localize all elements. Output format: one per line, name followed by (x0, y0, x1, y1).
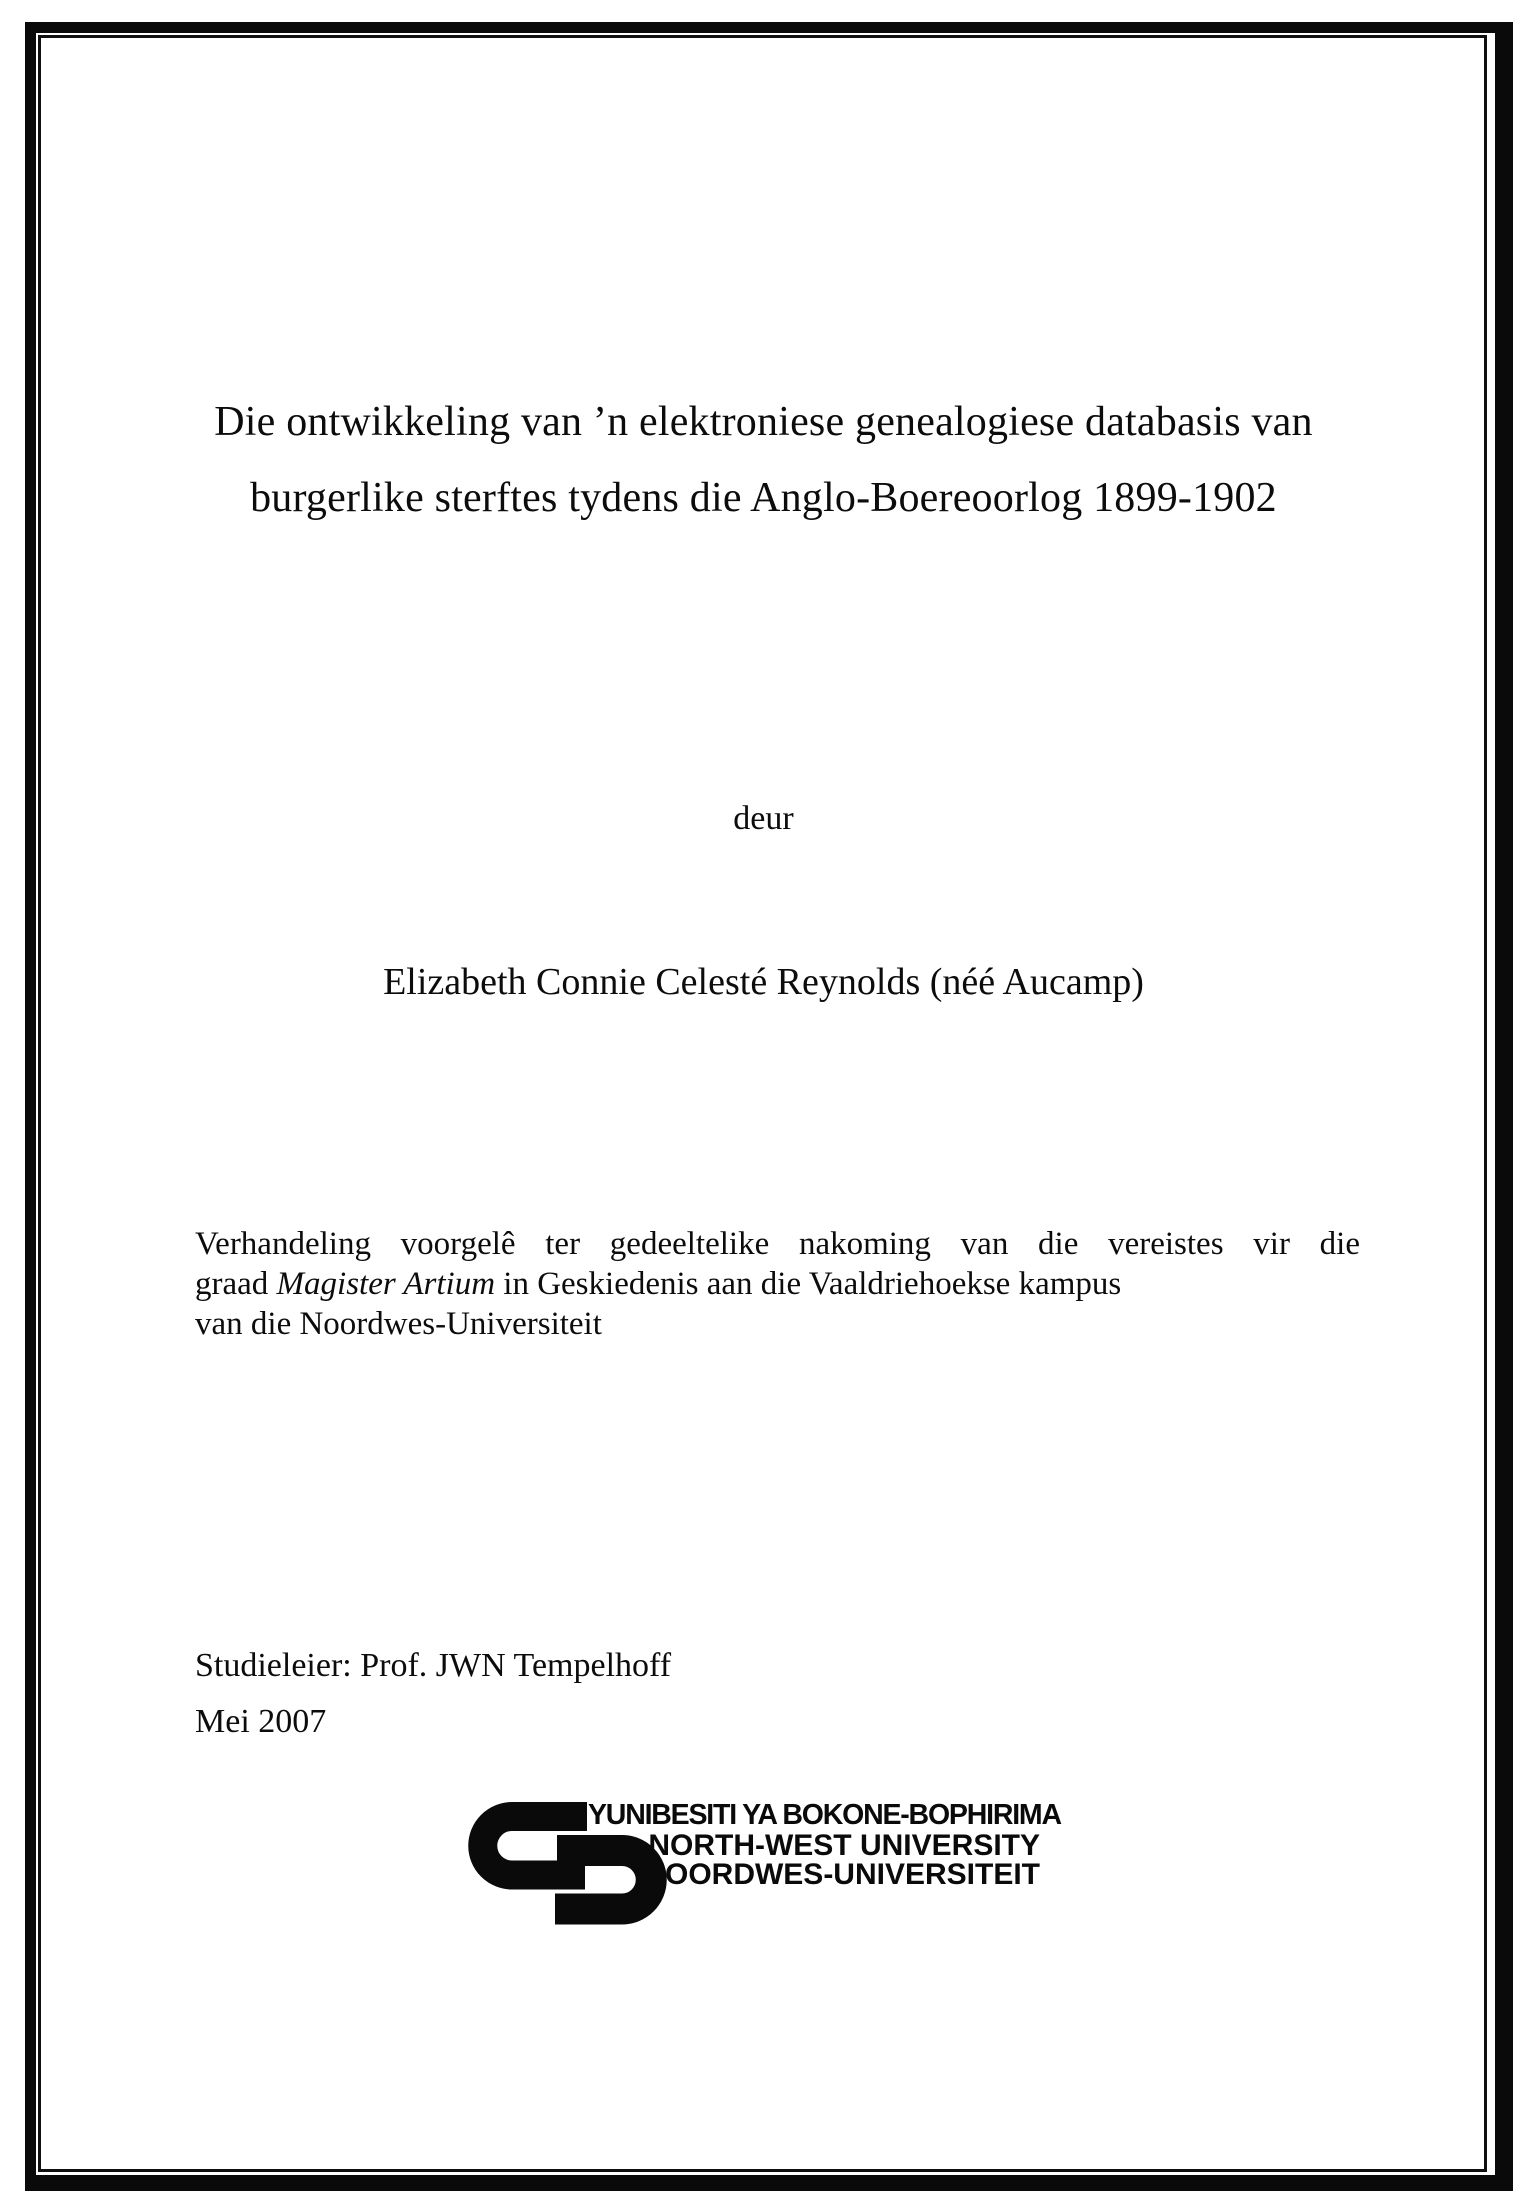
degree-statement-line2-pre: graad (195, 1266, 277, 1302)
degree-statement-line2 (195, 1264, 1360, 1304)
degree-statement-line2-post: in Geskiedenis aan die Vaaldriehoekse kampus (495, 1266, 1122, 1302)
degree-statement-line3: van die Noordwes-Universiteit (195, 1306, 602, 1342)
thesis-title-line1: Die ontwikkeling van ’n elektroniese genealogiese databasis van (214, 399, 1313, 445)
north-west-university-logo (467, 1799, 1067, 1949)
thesis-title-line2: burgerlike sterftes tydens die Anglo-Boereoorlog 1899-1902 (250, 475, 1277, 521)
supervisor-block (195, 1646, 671, 1742)
nwu-wordmark (588, 1799, 1061, 1891)
author-name: Elizabeth Connie Celesté Reynolds (néé Aucamp) (383, 961, 1144, 1003)
nwu-wordmark-afrikaans: NOORDWES-UNIVERSITEIT (643, 1858, 1040, 1891)
date-line: Mei 2007 (195, 1703, 327, 1740)
thesis-title (0, 398, 1527, 522)
supervisor-line: Studieleier: Prof. JWN Tempelhoff (195, 1647, 672, 1684)
nwu-wordmark-setswana: YUNIBESITI YA BOKONE-BOPHIRIMA (588, 1799, 1061, 1831)
byline-label: deur (733, 800, 794, 837)
degree-statement (195, 1224, 1360, 1344)
degree-statement-line1: Verhandeling voorgelê ter gedeeltelike nakoming van die vereistes vir die (195, 1226, 1360, 1262)
nwu-wordmark-english: NORTH-WEST UNIVERSITY (648, 1828, 1040, 1862)
degree-name-italic: Magister Artium (276, 1266, 496, 1302)
